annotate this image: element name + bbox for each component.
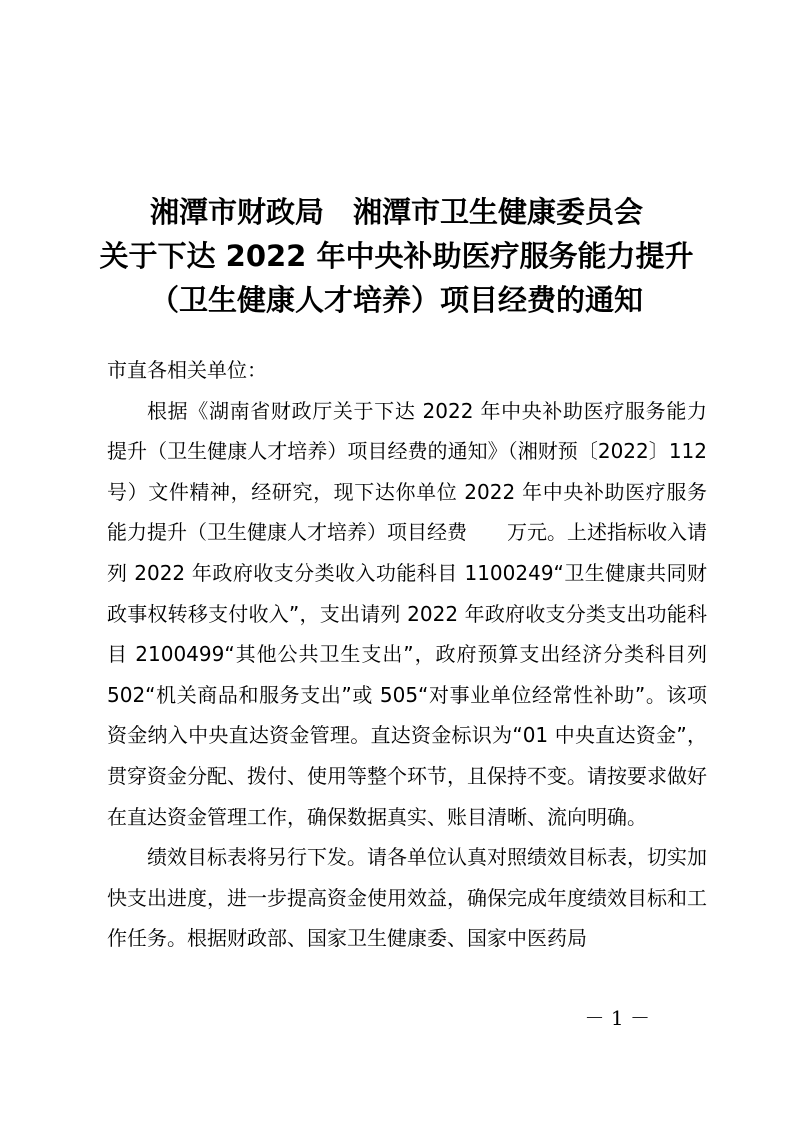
paragraph-2: 绩效目标表将另行下发。请各单位认真对照绩效目标表，切实加快支出进度，进一步提高资金使用效益，确保完成年度绩效目标和工作任务。根据财政部、国家卫生健康委、国家中医药局 xyxy=(107,845,707,951)
salutation: 市直各相关单位： xyxy=(107,358,267,382)
title-line-3: （卫生健康人才培养）项目经费的通知 xyxy=(149,283,643,317)
document-body xyxy=(107,350,707,959)
title-line-2: 关于下达 2022 年中央补助医疗服务能力提升 xyxy=(99,239,694,273)
title-line-1: 湘潭市财政局 湘潭市卫生健康委员会 xyxy=(149,195,643,229)
paragraph-1: 根据《湖南省财政厅关于下达 2022 年中央补助医疗服务能力提升（卫生健康人才培养）项目经费的通知》（湘财预〔2022〕112 号）文件精神，经研究，现下达你单位 2022 年中央补助医疗服务能力提升（卫生健康人才培养）项目经费 万元。上述指标收入请列 2022 年政府收支分类收入功能科目 1100249“卫生健康共同财政事权转移支付收入”，支出请列 2022 年政府收支分类支出功能科目 2100499“其他公共卫生支出”，政府预算支出经济分类科目列 502“机关商品和服务支出”或 505“对事业单位经常性补助”。该项资金纳入中央直达资金管理。直达资金标识为“01 中央直达资金”，贯穿资金分配、拨付、使用等整个环节，且保持不变。请按要求做好在直达资金管理工作，确保数据真实、账目清晰、流向明确。 xyxy=(107,398,707,829)
page-number: － 1 － xyxy=(584,1006,650,1030)
document-title xyxy=(0,190,793,322)
